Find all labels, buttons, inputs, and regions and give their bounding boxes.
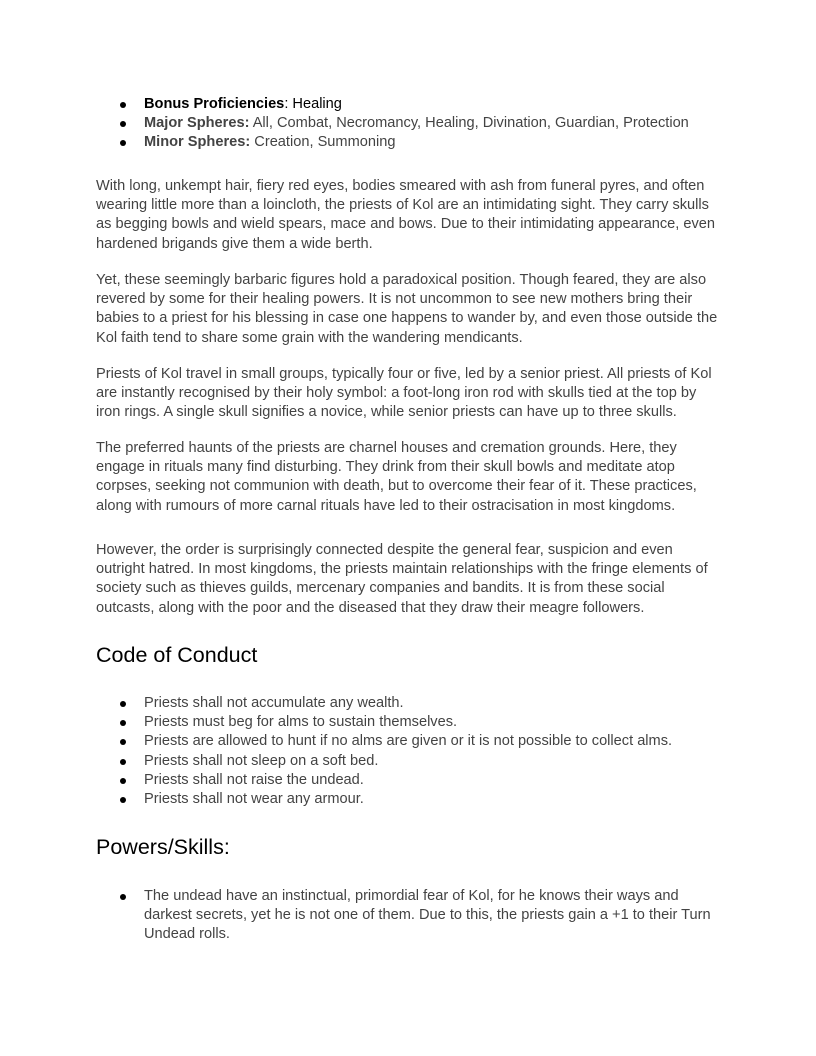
bullet-icon bbox=[120, 739, 126, 745]
conduct-item-text: Priests shall not wear any armour. bbox=[144, 791, 364, 808]
conduct-item bbox=[96, 790, 724, 809]
paragraph-groups: Priests of Kol travel in small groups, typically four or five, led by a senior priest. All priests of Kol are instantly recognised by their holy symbol: a foot-long iron rod with skulls tied at the top by iron rings. A single skull signifies a novice, while senior priests can have up to three skulls. bbox=[96, 366, 712, 421]
bullet-icon bbox=[120, 797, 126, 803]
paragraph-connections: However, the order is surprisingly connected despite the general fear, suspicion and even outright hatred. In most kingdoms, the priests maintain relationships with the fringe elements of society such as thieves guilds, mercenary companies and bandits. It is from these social outcasts, along with the poor and the diseased that they draw their meagre followers. bbox=[96, 542, 708, 616]
conduct-item bbox=[96, 771, 724, 790]
conduct-item bbox=[96, 694, 724, 713]
bullet-icon bbox=[120, 121, 126, 127]
code-of-conduct-list bbox=[96, 694, 724, 809]
paragraph-paradox: Yet, these seemingly barbaric figures hold a paradoxical position. Though feared, they are also revered by some for their healing powers. It is not uncommon to see new mothers bring their babies to a priest for his blessing in case one happens to wander by, and even those outside the Kol faith tend to share some grain with the wandering mendicants. bbox=[96, 272, 718, 346]
bullet-icon bbox=[120, 720, 126, 726]
attribute-label: Bonus Proficiencies bbox=[144, 96, 285, 112]
code-of-conduct-heading: Code of Conduct bbox=[96, 643, 258, 667]
attribute-value: Creation, Summoning bbox=[254, 134, 396, 151]
conduct-item-text: Priests must beg for alms to sustain themselves. bbox=[144, 714, 458, 731]
power-item-text: The undead have an instinctual, primordial fear of Kol, for he knows their ways and darkest secrets, yet he is not one of them. Due to this, the priests gain a +1 to their Turn Undead rolls. bbox=[144, 888, 711, 943]
conduct-item-text: Priests are allowed to hunt if no alms are given or it is not possible to collect alms. bbox=[144, 733, 673, 750]
conduct-item-text: Priests shall not raise the undead. bbox=[144, 771, 364, 788]
bullet-icon bbox=[120, 778, 126, 784]
conduct-item bbox=[96, 752, 724, 771]
attribute-item-minor-spheres bbox=[96, 133, 724, 152]
paragraph-appearance: With long, unkempt hair, fiery red eyes, bodies smeared with ash from funeral pyres, and often wearing little more than a loincloth, the priests of Kol are an intimidating sight. They carry skulls as begging bowls and wield spears, mace and bows. Due to their intimidating appearance, even hardened brigands give them a wide berth. bbox=[96, 178, 715, 252]
attribute-value: All, Combat, Necromancy, Healing, Divination, Guardian, Protection bbox=[252, 115, 689, 132]
attributes-list bbox=[96, 95, 724, 153]
conduct-item bbox=[96, 713, 724, 732]
attribute-value: Healing bbox=[292, 96, 342, 112]
attribute-separator: : bbox=[284, 96, 293, 112]
bullet-icon bbox=[120, 894, 126, 900]
attribute-label: Major Spheres: bbox=[144, 115, 250, 132]
bullet-icon bbox=[120, 759, 126, 765]
powers-skills-heading: Powers/Skills: bbox=[96, 835, 230, 859]
conduct-item-text: Priests shall not accumulate any wealth. bbox=[144, 695, 404, 711]
attribute-label: Minor Spheres: bbox=[144, 134, 251, 151]
power-item bbox=[96, 887, 724, 945]
conduct-item bbox=[96, 732, 724, 751]
attribute-item-major-spheres bbox=[96, 114, 724, 133]
paragraph-haunts: The preferred haunts of the priests are charnel houses and cremation grounds. Here, they engage in rituals many find disturbing. They drink from their skull bowls and meditate atop corpses, seeking not communion with death, but to overcome their fear of it. These practices, along with rumours of more carnal rituals have led to their ostracisation in most kingdoms. bbox=[96, 440, 697, 514]
bullet-icon bbox=[120, 102, 126, 108]
attribute-item-bonus-proficiencies bbox=[96, 95, 724, 114]
bullet-icon bbox=[120, 701, 126, 707]
bullet-icon bbox=[120, 140, 126, 146]
powers-skills-list bbox=[96, 887, 724, 945]
conduct-item-text: Priests shall not sleep on a soft bed. bbox=[144, 752, 379, 769]
